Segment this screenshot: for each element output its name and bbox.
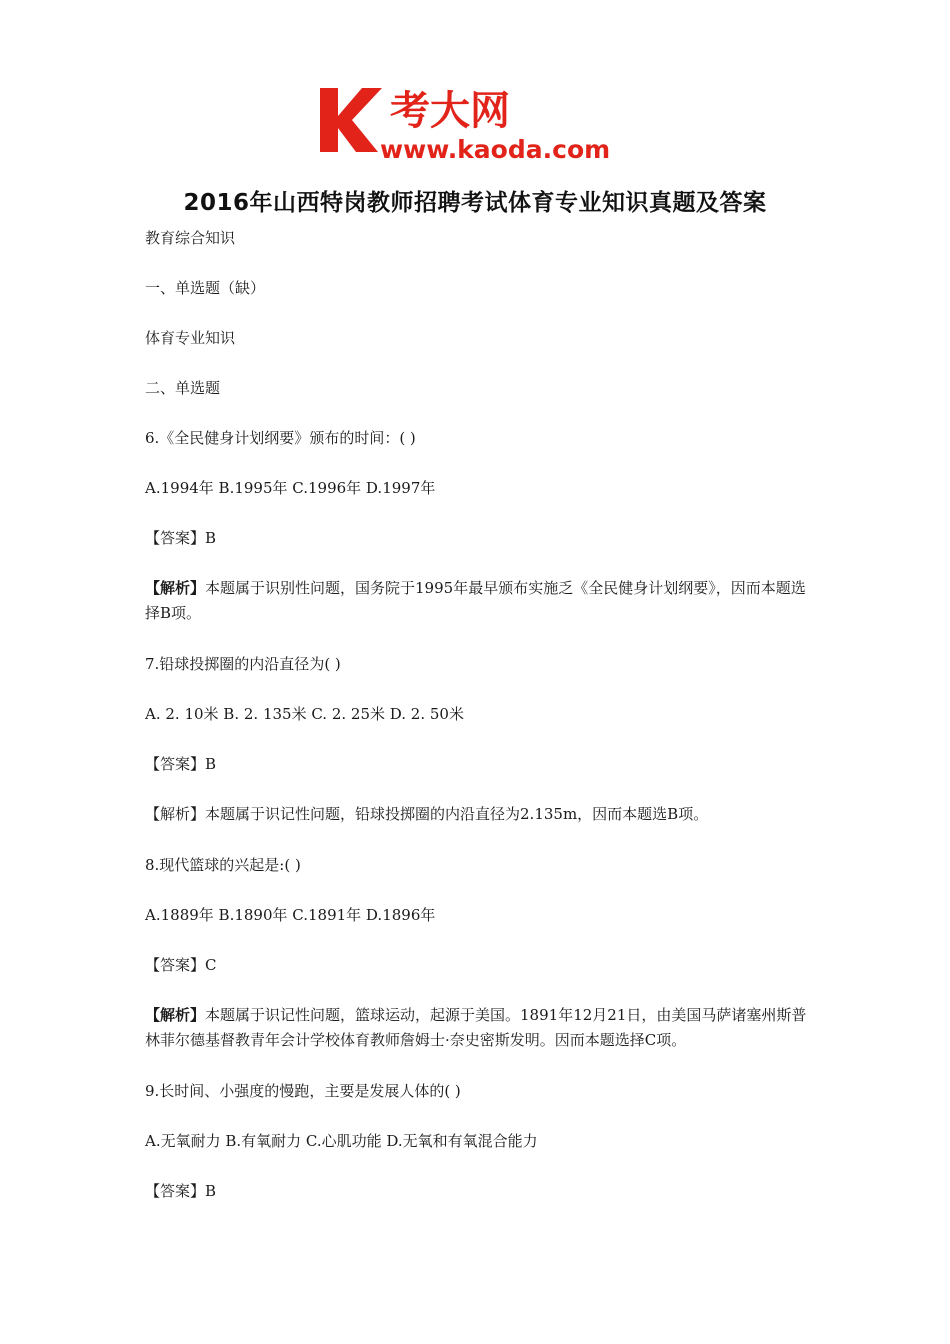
section-subheading: 二、单选题 (145, 379, 221, 397)
analysis-tag: 【解析】 (145, 805, 206, 823)
analysis-paragraph (145, 1003, 815, 1053)
question-options: A.无氧耐力 B.有氧耐力 C.心肌功能 D.无氧和有氧混合能力 (145, 1132, 538, 1150)
question-options: A.1889年 B.1890年 C.1891年 D.1896年 (145, 906, 436, 924)
answer-text: 【答案】C (145, 956, 217, 974)
question-options: A.1994年 B.1995年 C.1996年 D.1997年 (145, 479, 436, 497)
document-body (145, 226, 815, 1203)
question-text: 7.铅球投掷圈的内沿直径为( ) (145, 655, 341, 673)
section-subheading: 一、单选题（缺） (145, 279, 266, 297)
kaoda-logo-graphic (318, 80, 638, 162)
question-options: A. 2. 10米 B. 2. 135米 C. 2. 25米 D. 2. 50米 (145, 705, 464, 723)
kaoda-logo (318, 80, 638, 162)
analysis-paragraph (145, 802, 815, 827)
question-text: 9.长时间、小强度的慢跑，主要是发展人体的( ) (145, 1082, 461, 1100)
section-heading: 教育综合知识 (145, 229, 236, 247)
svg-text:考大网: 考大网 (390, 88, 510, 134)
answer-text: 【答案】B (145, 529, 217, 547)
svg-text:www.kaoda.com: www.kaoda.com (380, 135, 611, 162)
analysis-tag: 【解析】 (145, 1006, 206, 1024)
answer-text: 【答案】B (145, 1182, 217, 1200)
section-heading: 体育专业知识 (145, 329, 236, 347)
question-text: 6.《全民健身计划纲要》颁布的时间：( ) (145, 429, 416, 447)
analysis-text: 本题属于识记性问题，铅球投掷圈的内沿直径为2.135m，因而本题选B项。 (205, 805, 709, 823)
analysis-tag: 【解析】 (145, 579, 206, 597)
document-title: 2016年山西特岗教师招聘考试体育专业知识真题及答案 (183, 190, 767, 216)
analysis-text: 本题属于识记性问题，篮球运动，起源于美国。1891年12月21日，由美国马萨诸塞州斯普林菲尔德基督教青年会计学校体育教师詹姆士·奈史密斯发明。因而本题选择C项。 (145, 1006, 807, 1049)
analysis-text: 本题属于识别性问题，国务院于1995年最早颁布实施乏《全民健身计划纲要》，因而本题选择B项。 (145, 579, 806, 622)
question-text: 8.现代篮球的兴起是:( ) (145, 856, 301, 874)
analysis-paragraph (145, 576, 815, 626)
answer-text: 【答案】B (145, 755, 217, 773)
